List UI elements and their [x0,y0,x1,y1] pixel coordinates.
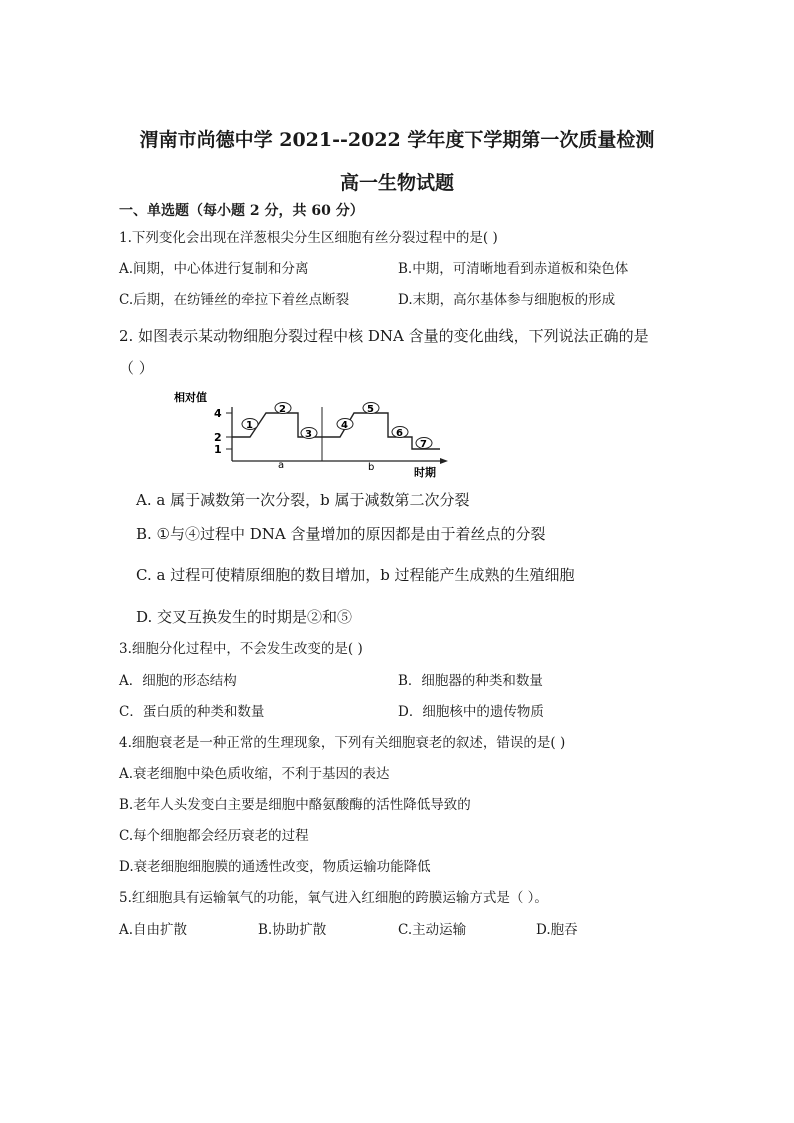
section-a-label: a [278,460,285,471]
question-3-option-c: C．蛋白质的种类和数量 [119,704,265,720]
question-4-option-c: C.每个细胞都会经历衰老的过程 [119,828,309,844]
dna-content-figure [170,387,460,479]
question-5-stem: 5.红细胞具有运输氧气的功能，氧气进入红细胞的跨膜运输方式是（ ）。 [119,890,548,906]
section-heading: 一、单选题（每小题 2 分，共 60 分） [119,203,364,219]
section-b-label: b [368,462,375,473]
question-4-option-a: A.衰老细胞中染色质收缩，不利于基因的表达 [119,766,390,782]
question-5-option-c: C.主动运输 [398,922,467,938]
question-2-stem: 2. 如图表示某动物细胞分裂过程中核 DNA 含量的变化曲线，下列说法正确的是 [119,327,649,345]
marker-4: 4 [341,420,348,431]
x-axis-label: 时期 [414,466,436,479]
y-axis-label: 相对值 [174,391,207,404]
question-3-stem: 3.细胞分化过程中，不会发生改变的是( ) [119,641,363,657]
question-2-option-b: B. ①与④过程中 DNA 含量增加的原因都是由于着丝点的分裂 [136,525,546,543]
page-subtitle: 高一生物试题 [339,172,454,194]
question-3-option-b: B．细胞器的种类和数量 [398,673,543,689]
question-5-option-a: A.自由扩散 [119,922,188,938]
question-5-option-b: B.协助扩散 [258,922,327,938]
marker-5: 5 [367,404,374,415]
marker-6: 6 [396,428,403,439]
y-tick-4: 4 [214,407,222,420]
marker-7: 7 [420,439,427,450]
question-2-option-a: A. a 属于减数第一次分裂，b 属于减数第二次分裂 [136,491,470,509]
question-2-option-c: C. a 过程可使精原细胞的数目增加，b 过程能产生成熟的生殖细胞 [136,566,575,584]
y-tick-1: 1 [214,443,222,456]
question-4-stem: 4.细胞衰老是一种正常的生理现象，下列有关细胞衰老的叙述，错误的是( ) [119,735,566,751]
marker-2: 2 [279,404,286,415]
question-3-option-d: D．细胞核中的遗传物质 [398,704,544,720]
question-2-option-d: D. 交叉互换发生的时期是②和⑤ [136,608,353,626]
question-3-option-a: A．细胞的形态结构 [119,673,237,689]
question-4-option-b: B.老年人头发变白主要是细胞中酪氨酸酶的活性降低导致的 [119,797,471,813]
question-1-option-d: D.末期，高尔基体参与细胞板的形成 [398,292,616,308]
question-1-option-a: A.间期，中心体进行复制和分离 [119,261,309,277]
question-4-option-d: D.衰老细胞细胞膜的通透性改变，物质运输功能降低 [119,859,431,875]
question-1-option-b: B.中期，可清晰地看到赤道板和染色体 [398,261,629,277]
question-2-paren: （ ） [119,359,154,377]
question-1-option-c: C.后期，在纺锤丝的牵拉下着丝点断裂 [119,292,350,308]
page-title: 渭南市尚德中学 2021--2022 学年度下学期第一次质量检测 [139,129,655,151]
dna-curve [232,413,440,449]
marker-3: 3 [305,429,312,440]
question-1-stem: 1.下列变化会出现在洋葱根尖分生区细胞有丝分裂过程中的是( ) [119,230,498,246]
marker-1: 1 [246,420,253,431]
y-tick-2: 2 [214,431,222,444]
question-5-option-d: D.胞吞 [536,922,578,938]
